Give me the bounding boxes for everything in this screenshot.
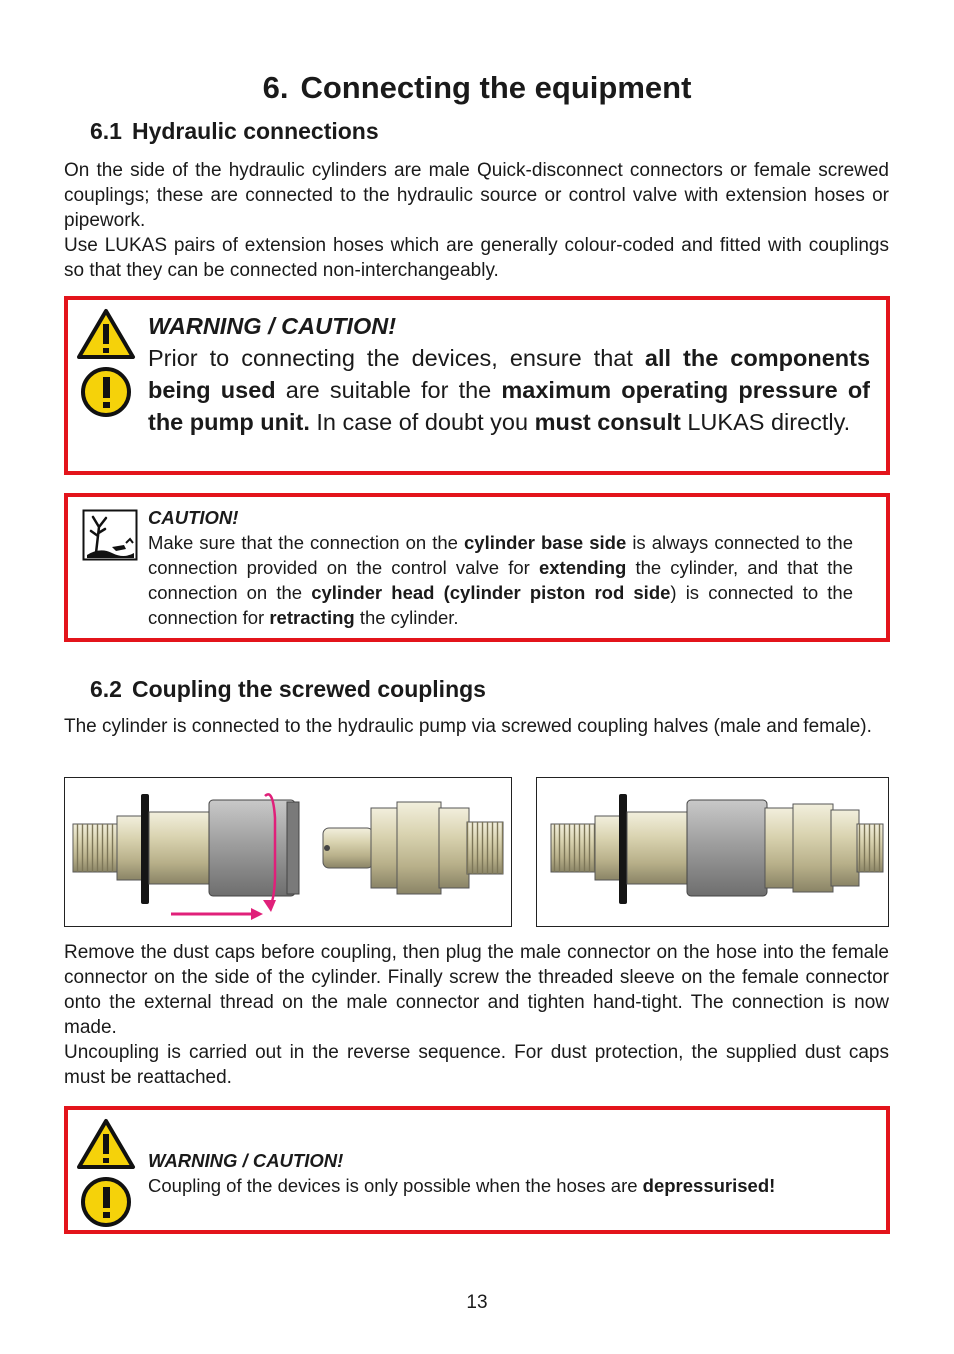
page-number: 13 [466,1292,488,1313]
warning-text-part: LUKAS directly. [680,409,851,435]
section-6-2-title: Coupling the screwed couplings [131,676,486,702]
warning-text-part: are suitable for the [275,377,502,403]
warning-triangle-icon [76,308,136,360]
section-6-2-paragraph-2: Uncoupling is carried out in the reverse sequence. For dust protection, the supplied dust caps must be reattached. [64,1042,889,1088]
environment-hazard-icon [82,509,138,561]
section-6-2-heading [90,676,486,703]
warning-title: WARNING / CAUTION! [148,313,397,339]
warning-2-text [148,1173,870,1198]
section-6-2-intro: The cylinder is connected to the hydraulic pump via screwed coupling halves (male and female). [64,716,872,737]
caution-text-part: Make sure that the connection on the [148,532,464,553]
warning-text-bold: all the components being used [148,345,871,403]
section-6-1-paragraph-1: On the side of the hydraulic cylinders are male Quick-disconnect connectors or female screwed couplings; these are connected to the hydraulic source or control valve with extension hoses or pipework. [64,160,889,231]
section-6-1-number: 6.1 [90,118,122,144]
caution-text-part: the cylinder. [354,607,459,628]
warning-text-part: Prior to connecting the devices, ensure that [148,345,645,371]
warning-text-bold: must consult [534,409,681,435]
section-6-1-heading [90,118,379,145]
section-6-2-number: 6.2 [90,676,122,702]
warning-text-part: In case of doubt you [309,409,535,435]
section-6-2-paragraph-1: Remove the dust caps before coupling, then plug the male connector on the hose into the female connector on the side of the cylinder. Finally screw the threaded sleeve on the female connector onto the external thread on the male connector and tighten hand-tight. The connection is now made. [64,942,889,1038]
coupling-connected-illustration [537,778,888,926]
caution-text-part: is always connected to the connection provided on the control valve for [148,532,853,578]
caution-text-part: the cylinder, and that the connection on the [148,557,853,603]
section-6-1-paragraph-2: Use LUKAS pairs of extension hoses which are generally colour-coded and fitted with couplings so that they can be connected non-interchangeably. [64,235,889,281]
page-title [0,70,954,106]
caution-text-bold: extending [538,557,627,578]
warning-text [148,342,870,438]
figure-coupling-halves-separated [64,777,512,927]
warning-box-components [64,296,890,475]
caution-text-part: ) is connected to the connection for [148,582,853,628]
caution-text [148,530,853,630]
caution-box-connection-sides [64,493,890,642]
page-title-text: Connecting the equipment [300,70,692,105]
page-title-number: 6. [262,70,289,105]
caution-text-bold: cylinder base side [464,532,627,553]
figure-coupling-connected [536,777,889,927]
warning-2-text-part: Coupling of the devices is only possible when the hoses are [148,1175,643,1196]
warning-box-depressurised [64,1106,890,1234]
exclamation-circle-icon [80,366,132,418]
exclamation-circle-icon [80,1176,132,1228]
caution-text-bold: retracting [269,607,355,628]
warning-2-text-bold: depressurised! [642,1175,776,1196]
coupling-halves-separated-illustration [65,778,511,926]
warning-2-title: WARNING / CAUTION! [148,1150,344,1171]
caution-text-bold: cylinder head (cylinder piston rod side [311,582,671,603]
section-6-1-title: Hydraulic connections [131,118,379,144]
warning-triangle-icon [76,1118,136,1170]
warning-text-bold: maximum operating pressure of the pump unit. [148,377,870,435]
caution-title: CAUTION! [148,507,239,528]
